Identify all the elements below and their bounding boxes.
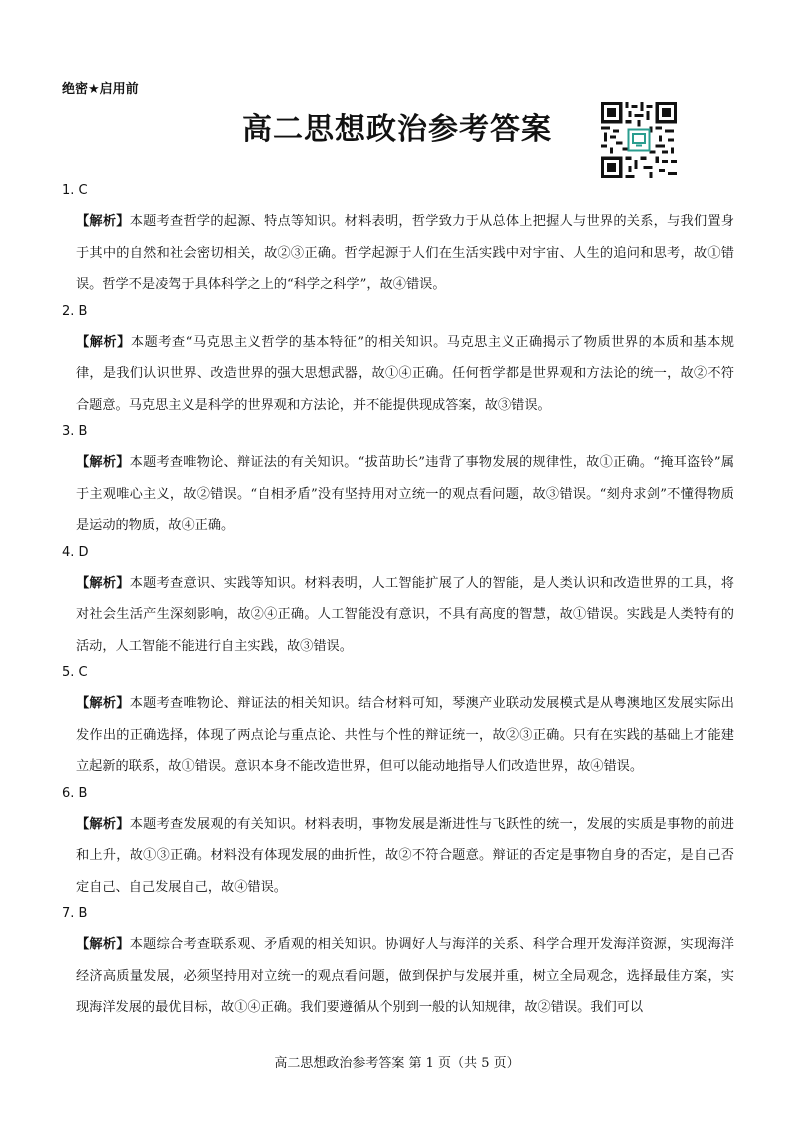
analysis-label: 【解析】 [76, 455, 130, 470]
page-title: 高二思想政治参考答案 [242, 112, 552, 147]
answer-list [62, 182, 734, 1026]
qr-code-icon [601, 102, 677, 178]
analysis-text: 本题综合考查联系观、矛盾观的相关知识。协调好人与海洋的关系、科学合理开发海洋资源，实现海洋经济高质量发展，必须坚持用对立统一的观点看问题，做到保护与发展并重，树立全局观念，选择最佳方案，实现海洋发展的最优目标，故①④正确。我们要遵循从个别到一般的认知规律，故②错误。我们可以 [76, 937, 734, 1015]
answer-key: 6. B [62, 785, 88, 801]
answer-key: 1. C [62, 183, 88, 198]
analysis-text: 本题考查发展观的有关知识。材料表明，事物发展是渐进性与飞跃性的统一，发展的实质是事物的前进和上升，故①③正确。材料没有体现发展的曲折性，故②不符合题意。辩证的否定是事物自身的否定，是自己否定自己、自己发展自己，故④错误。 [76, 816, 734, 895]
answer-key: 2. B [62, 303, 88, 319]
analysis-text: 本题考查唯物论、辩证法的有关知识。“拔苗助长”违背了事物发展的规律性，故①正确。“掩耳盗铃”属于主观唯心主义，故②错误。“自相矛盾”没有坚持用对立统一的观点看问题，故③错误。“刻舟求剑”不懂得物质是运动的物质，故④正确。 [76, 455, 735, 533]
answer-analysis [62, 809, 734, 904]
answer-key: 7. B [62, 906, 88, 921]
answer-item-5 [62, 664, 734, 783]
answer-analysis [62, 688, 734, 783]
analysis-label: 【解析】 [76, 575, 130, 591]
analysis-text: 本题考查“马克思主义哲学的基本特征”的相关知识。马克思主义正确揭示了物质世界的本质和基本规律，是我们认识世界、改造世界的强大思想武器，故①④正确。任何哲学都是世界观和方法论的统一，故②不符合题意。马克思主义是科学的世界观和方法论，并不能提供现成答案，故③错误。 [76, 334, 734, 413]
answer-item-3 [62, 423, 734, 542]
answer-analysis [62, 327, 734, 422]
analysis-label: 【解析】 [76, 334, 131, 350]
answer-analysis [62, 206, 734, 301]
analysis-label: 【解析】 [76, 214, 130, 229]
page-footer: 高二思想政治参考答案 第 1 页（共 5 页） [274, 1056, 520, 1071]
answer-item-1 [62, 182, 734, 301]
answer-key: 5. C [62, 665, 88, 680]
answer-item-6 [62, 785, 734, 904]
analysis-text: 本题考查哲学的起源、特点等知识。材料表明，哲学致力于从总体上把握人与世界的关系，与我们置身于其中的自然和社会密切相关，故②③正确。哲学起源于人们在生活实践中对宇宙、人生的追问和思考，故①错误。哲学不是凌驾于具体科学之上的“科学之科学”，故④错误。 [76, 214, 734, 292]
analysis-text: 本题考查意识、实践等知识。材料表明，人工智能扩展了人的智能，是人类认识和改造世界的工具，将对社会生活产生深刻影响，故②④正确。人工智能没有意识，不具有高度的智慧，故①错误。实践是人类特有的活动，人工智能不能进行自主实践，故③错误。 [76, 575, 734, 654]
answer-key: 3. B [62, 424, 88, 439]
answer-key: 4. D [62, 544, 89, 560]
analysis-text: 本题考查唯物论、辩证法的相关知识。结合材料可知，琴澳产业联动发展模式是从粤澳地区发展实际出发作出的正确选择，体现了两点论与重点论、共性与个性的辩证统一，故②③正确。只有在实践的基础上才能建立起新的联系，故①错误。意识本身不能改造世界，但可以能动地指导人们改造世界，故④错误。 [76, 696, 734, 774]
answer-item-7 [62, 905, 734, 1024]
answer-analysis [62, 447, 734, 542]
confidential-label: 绝密★启用前 [62, 82, 139, 97]
answer-analysis [62, 929, 734, 1024]
analysis-label: 【解析】 [76, 937, 130, 952]
answer-item-4 [62, 544, 734, 663]
analysis-label: 【解析】 [76, 816, 130, 832]
analysis-label: 【解析】 [76, 696, 130, 711]
answer-analysis [62, 568, 734, 663]
answer-item-2 [62, 303, 734, 422]
